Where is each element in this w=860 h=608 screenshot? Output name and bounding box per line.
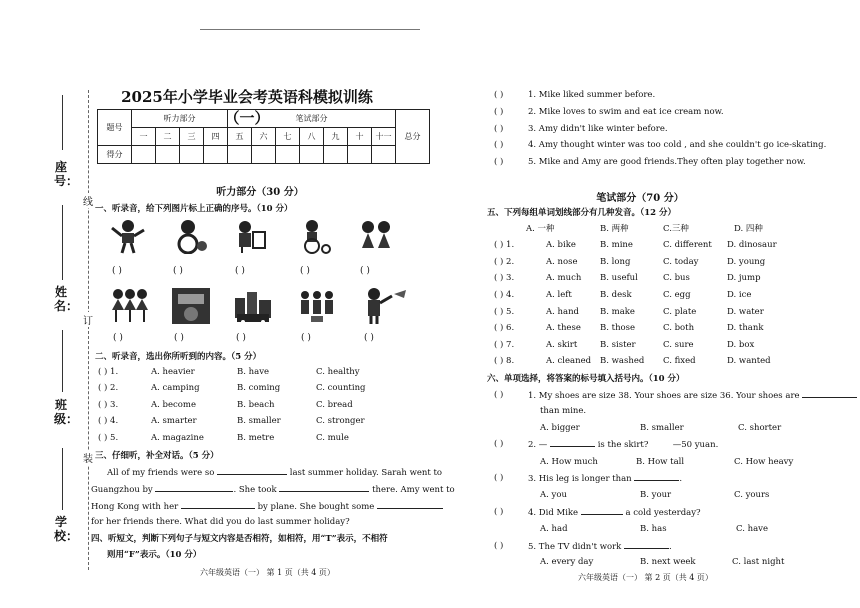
listening-part-header: 听力部分 [132, 110, 228, 128]
answer-paren[interactable]: ( ) [301, 333, 311, 343]
sec5-word-c: C. egg [663, 290, 691, 300]
fill-blank[interactable] [217, 466, 287, 475]
sec4-item-paren[interactable]: ( ) [494, 107, 504, 117]
binding-dash-line [88, 90, 89, 570]
sec5-word-d: D. jump [727, 273, 761, 283]
dialogue-line-1: All of my friends were so last summer holiday. Sarah went to [107, 468, 442, 478]
picture-machine [170, 286, 212, 326]
seat-number-label: 座号： [54, 160, 79, 188]
sec6-q1-option-b: B. smaller [640, 423, 684, 433]
question-number: 六 [252, 128, 276, 146]
sec6-q5-option-c: C. last night [732, 557, 785, 567]
sec4-item-paren[interactable]: ( ) [494, 140, 504, 150]
sec6-q2-option-a: A. How much [540, 457, 598, 467]
section1-instruction: 一、听录音，给下列图片标上正确的序号。（10 分） [95, 204, 293, 214]
question-number: 四 [204, 128, 228, 146]
sec4-item-paren[interactable]: ( ) [494, 90, 504, 100]
answer-paren[interactable]: ( ) [174, 333, 184, 343]
sec5-word-d: D. ice [727, 290, 752, 300]
name-line [62, 205, 63, 280]
score-table-header: 题号 [98, 110, 132, 146]
sec5-word-a: A. much [546, 273, 582, 283]
sec5-word-c: C. fixed [663, 356, 696, 366]
name-label: 姓名： [54, 285, 79, 313]
dialogue-line-2: Guangzhou by . She took there. Amy went to [91, 485, 455, 495]
sec4-item-text: 4. Amy thought winter was too cold , and she couldn't go ice-skating. [528, 140, 827, 150]
fill-blank[interactable] [624, 540, 669, 549]
answer-paren[interactable]: ( ) [235, 266, 245, 276]
picture-group-of-people [297, 288, 337, 324]
sec2-option-b: B. smaller [237, 416, 281, 426]
score-cell[interactable] [180, 146, 204, 164]
sec5-word-d: D. water [727, 307, 764, 317]
total-header: 总分 [396, 110, 430, 164]
sec5-word-a: A. skirt [546, 340, 578, 350]
section3-instruction: 三、仔细听，补全对话。（5 分） [95, 451, 219, 461]
sec5-word-d: D. thank [727, 323, 764, 333]
sec5-row-num[interactable]: ( ) 4. [494, 290, 515, 300]
sec2-option-a: A. magazine [151, 433, 204, 443]
sec4-item-paren[interactable]: ( ) [494, 157, 504, 167]
score-cell[interactable] [228, 146, 252, 164]
binding-mark-line: 线 [83, 193, 93, 208]
sec2-option-c: C. bread [316, 400, 353, 410]
score-table [97, 109, 430, 164]
section5-instruction: 五、下列每组单词划线部分有几种发音。（12 分） [487, 208, 677, 218]
sec5-option-label: D. 四种 [734, 224, 763, 234]
footer-right: 六年级英语（一） 第 2 页（共 4 页） [578, 573, 713, 582]
footer-left: 六年级英语（一） 第 1 页（共 4 页） [200, 568, 335, 577]
question-number: 二 [156, 128, 180, 146]
sec4-item-text: 1. Mike liked summer before. [528, 90, 656, 100]
sec6-q3-text: 3. His leg is longer than . [528, 474, 683, 484]
writing-part-header: 笔试部分 [228, 110, 396, 128]
score-cell[interactable] [276, 146, 300, 164]
sec5-option-label: B. 两种 [600, 224, 629, 234]
fill-blank[interactable] [581, 506, 623, 515]
top-rule [200, 29, 420, 30]
sec2-option-b: B. metre [237, 433, 275, 443]
score-cell[interactable] [156, 146, 180, 164]
question-number: 七 [276, 128, 300, 146]
sec5-word-b: B. those [600, 323, 636, 333]
sec5-word-c: C. different [663, 240, 712, 250]
fill-blank[interactable] [155, 483, 233, 492]
binding-mark-staple: 订 [83, 312, 93, 327]
score-cell[interactable] [348, 146, 372, 164]
sec6-q1-paren[interactable]: ( ) [494, 390, 504, 400]
fill-blank[interactable] [377, 500, 443, 509]
sec5-word-d: D. dinosaur [727, 240, 777, 250]
sec6-q4-option-b: B. has [640, 524, 667, 534]
sec2-option-b: B. coming [237, 383, 281, 393]
question-number: 八 [300, 128, 324, 146]
class-label: 班级： [54, 398, 79, 426]
section6-instruction: 六、单项选择，将答案的标号填入括号内。（10 分） [487, 374, 685, 384]
sec2-option-c: C. mule [316, 433, 349, 443]
answer-paren[interactable]: ( ) [112, 266, 122, 276]
sec6-q5-paren[interactable]: ( ) [494, 541, 504, 551]
sec6-q3-paren[interactable]: ( ) [494, 473, 504, 483]
question-number: 三 [180, 128, 204, 146]
sec2-option-a: A. become [151, 400, 196, 410]
dialogue-line-4: for her friends there. What did you do last summer holiday? [91, 517, 350, 527]
sec5-row-num[interactable]: ( ) 5. [494, 307, 515, 317]
question-number: 十 [348, 128, 372, 146]
sec5-word-b: B. long [600, 257, 631, 267]
listening-heading: 听力部分（30 分） [216, 187, 304, 198]
picture-two-girls [358, 218, 394, 254]
sec6-q5-option-b: B. next week [640, 557, 696, 567]
page-title: 2025年小学毕业会考英语科模拟训练（一） [121, 88, 373, 127]
school-line [62, 448, 63, 510]
dialogue-line-3: Hong Kong with her by plane. She bought some [91, 500, 443, 513]
score-cell[interactable] [372, 146, 396, 164]
sec6-q2-option-c: C. How heavy [734, 457, 794, 467]
sec5-word-b: B. mine [600, 240, 633, 250]
fill-blank[interactable] [279, 483, 369, 492]
sec2-option-c: C. healthy [316, 367, 360, 377]
fill-blank[interactable] [181, 500, 255, 509]
sec6-q2-text: 2. — is the skirt? —50 yuan. [528, 440, 719, 450]
sec6-q3-option-b: B. your [640, 490, 672, 500]
sec5-row-num[interactable]: ( ) 8. [494, 356, 515, 366]
sec2-item-num[interactable]: ( ) 4. [98, 416, 119, 426]
sec6-q3-option-a: A. you [540, 490, 567, 500]
sec2-option-c: C. counting [316, 383, 366, 393]
sec5-word-b: B. washed [600, 356, 645, 366]
picture-wheelchair [298, 218, 334, 254]
question-number: 五 [228, 128, 252, 146]
sec5-word-d: D. young [727, 257, 766, 267]
sec5-word-a: A. left [546, 290, 572, 300]
answer-paren[interactable]: ( ) [173, 266, 183, 276]
sec5-row-num[interactable]: ( ) 2. [494, 257, 515, 267]
section4-instruction-cont: 则用“F”表示。（10 分） [107, 550, 202, 560]
sec2-option-a: A. heavier [151, 367, 195, 377]
sec5-word-b: B. desk [600, 290, 632, 300]
sec2-option-a: A. camping [151, 383, 200, 393]
sec5-word-a: A. hand [546, 307, 579, 317]
sec5-word-c: C. plate [663, 307, 697, 317]
sec5-row-num[interactable]: ( ) 7. [494, 340, 515, 350]
answer-paren[interactable]: ( ) [236, 333, 246, 343]
sec6-q1-option-a: A. bigger [540, 423, 580, 433]
sec2-option-c: C. stronger [316, 416, 365, 426]
picture-exercising [110, 218, 146, 254]
class-line [62, 330, 63, 392]
sec6-q5-text: 5. The TV didn't work . [528, 542, 672, 552]
answer-paren[interactable]: ( ) [300, 266, 310, 276]
sec4-item-text: 5. Mike and Amy are good friends.They often play together now. [528, 157, 806, 167]
question-number: 十一 [372, 128, 396, 146]
writing-heading: 笔试部分（70 分） [596, 193, 684, 204]
question-number: 一 [132, 128, 156, 146]
answer-paren[interactable]: ( ) [360, 266, 370, 276]
score-cell[interactable] [132, 146, 156, 164]
sec6-q3-option-c: C. yours [734, 490, 770, 500]
sec6-q1-text: 1. My shoes are size 38. Your shoes are size 36. Your shoes are [528, 389, 857, 402]
answer-paren[interactable]: ( ) [113, 333, 123, 343]
sec4-item-paren[interactable]: ( ) [494, 124, 504, 134]
sec2-option-b: B. have [237, 367, 270, 377]
sec5-word-d: D. box [727, 340, 755, 350]
sec5-word-a: A. these [546, 323, 581, 333]
score-cell[interactable] [324, 146, 348, 164]
score-cell[interactable] [300, 146, 324, 164]
sec5-option-label: A. 一种 [526, 224, 555, 234]
sec5-row-num[interactable]: ( ) 6. [494, 323, 515, 333]
sec5-word-c: C. sure [663, 340, 694, 350]
sec6-q4-paren[interactable]: ( ) [494, 507, 504, 517]
sec5-option-label: C.三种 [663, 224, 689, 234]
picture-waving-person [360, 286, 408, 326]
sec5-word-d: D. wanted [727, 356, 771, 366]
sec6-q4-text: 4. Did Mike a cold yesterday? [528, 508, 701, 518]
seat-number-line [62, 95, 63, 150]
section2-instruction: 二、听录音，选出你所听到的内容。（5 分） [95, 352, 262, 362]
picture-reading [233, 218, 269, 254]
sec6-q5-option-a: A. every day [540, 557, 594, 567]
score-cell[interactable] [204, 146, 228, 164]
picture-boy-with-ball [172, 218, 208, 254]
sec6-q1-text-cont: than mine. [540, 406, 587, 416]
sec5-word-b: B. make [600, 307, 635, 317]
picture-dancers [108, 288, 152, 324]
binding-mark-bind: 装 [83, 450, 93, 465]
sec6-q2-paren[interactable]: ( ) [494, 439, 504, 449]
fill-blank[interactable] [550, 438, 595, 447]
sec5-word-c: C. today [663, 257, 699, 267]
sec4-item-text: 3. Amy didn't like winter before. [528, 124, 668, 134]
section4-instruction: 四、听短文，判断下列句子与短文内容是否相符，如相符，用“T”表示，不相符 [91, 534, 388, 544]
fill-blank[interactable] [634, 472, 679, 481]
sec6-q2-option-b: B. How tall [636, 457, 685, 467]
sec4-item-text: 2. Mike loves to swim and eat ice cream now. [528, 107, 724, 117]
sec5-row-num[interactable]: ( ) 3. [494, 273, 515, 283]
sec2-item-num[interactable]: ( ) 1. [98, 367, 119, 377]
sec2-option-a: A. smarter [151, 416, 197, 426]
sec2-item-num[interactable]: ( ) 2. [98, 383, 119, 393]
sec6-q1-option-c: C. shorter [738, 423, 782, 433]
score-row-label: 得分 [98, 146, 132, 164]
sec6-q4-option-a: A. had [540, 524, 568, 534]
sec5-word-a: A. cleaned [546, 356, 592, 366]
sec5-word-c: C. both [663, 323, 695, 333]
question-number: 九 [324, 128, 348, 146]
answer-paren[interactable]: ( ) [364, 333, 374, 343]
sec6-q4-option-c: C. have [736, 524, 768, 534]
sec2-item-num[interactable]: ( ) 5. [98, 433, 119, 443]
school-label: 学校： [54, 515, 79, 543]
sec5-word-b: B. useful [600, 273, 638, 283]
sec5-word-c: C. bus [663, 273, 690, 283]
sec2-item-num[interactable]: ( ) 3. [98, 400, 119, 410]
sec5-word-b: B. sister [600, 340, 636, 350]
picture-city-street [233, 288, 273, 324]
score-cell[interactable] [252, 146, 276, 164]
sec5-word-a: A. nose [546, 257, 578, 267]
sec2-option-b: B. beach [237, 400, 275, 410]
sec5-word-a: A. bike [546, 240, 576, 250]
fill-blank[interactable] [802, 389, 857, 398]
sec5-row-num[interactable]: ( ) 1. [494, 240, 515, 250]
